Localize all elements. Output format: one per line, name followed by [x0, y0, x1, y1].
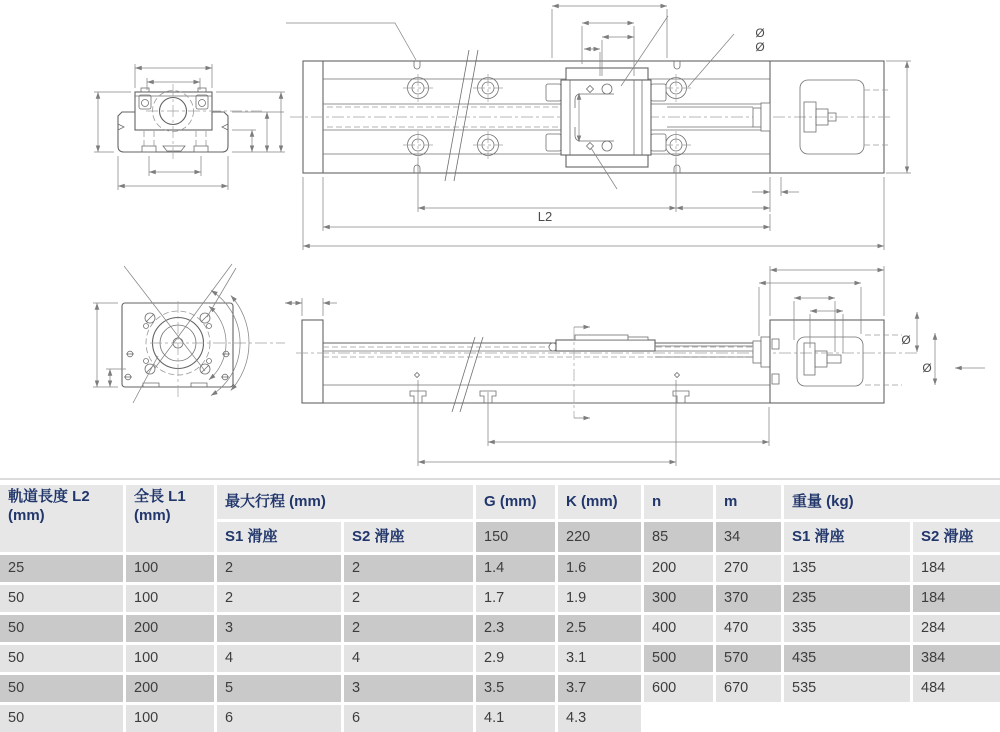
table-cell: 50 — [0, 645, 123, 672]
table-cell: 2 — [344, 555, 473, 582]
table-cell: 2.3 — [476, 615, 555, 642]
table-cell: 6 — [217, 705, 341, 732]
header-n: n — [644, 485, 713, 519]
header-max-stroke-s1: S1 滑座 — [217, 522, 341, 552]
table-cell: 670 — [716, 675, 781, 702]
table-cell: 2 — [217, 585, 341, 612]
table-cell: 2 — [344, 615, 473, 642]
table-cell: 150 — [476, 522, 555, 552]
header-rail-length-title: 軌道長度 L2 — [8, 488, 90, 505]
table-cell: 4.3 — [558, 705, 641, 732]
table-cell: 6 — [344, 705, 473, 732]
table-cell: 100 — [126, 645, 214, 672]
header-weight-group: 重量 (kg) — [784, 485, 1000, 519]
table-cell: 4 — [344, 645, 473, 672]
table-cell: 50 — [0, 675, 123, 702]
side-elevation-view — [288, 266, 985, 466]
table-cell: 200 — [126, 675, 214, 702]
header-rail-length — [0, 485, 123, 552]
table-cell: 220 — [558, 522, 641, 552]
table-cell: 270 — [716, 555, 781, 582]
flange-bolt-holes — [124, 313, 230, 380]
table-cell: 3.7 — [558, 675, 641, 702]
table-cell: 1.9 — [558, 585, 641, 612]
table-cell: 470 — [716, 615, 781, 642]
table-cell: 535 — [784, 675, 910, 702]
header-rail-length-unit: (mm) — [8, 506, 45, 524]
table-cell: 100 — [126, 555, 214, 582]
motor-flange-view — [93, 264, 302, 403]
table-cell: 50 — [0, 705, 123, 732]
header-max-stroke-s2: S2 滑座 — [344, 522, 473, 552]
table-cell: 384 — [913, 645, 1000, 672]
table-cell: 1.6 — [558, 555, 641, 582]
table-cell: 400 — [644, 615, 713, 642]
table-cell: 135 — [784, 555, 910, 582]
table-cell: 184 — [913, 555, 1000, 582]
table-cell: 100 — [126, 705, 214, 732]
header-total-length-title: 全長 L1 — [134, 488, 186, 505]
table-cell: 4 — [217, 645, 341, 672]
header-total-length-unit: (mm) — [134, 506, 171, 524]
table-cell: 4.1 — [476, 705, 555, 732]
carriage-plan — [546, 68, 666, 167]
table-cell: 25 — [0, 555, 123, 582]
table-cell: 85 — [644, 522, 713, 552]
header-total-length — [126, 485, 214, 552]
l2-dimension-label: L2 — [537, 209, 553, 224]
header-g: G (mm) — [476, 485, 555, 519]
table-cell: 50 — [0, 615, 123, 642]
table-cell: 200 — [644, 555, 713, 582]
diameter-callout: Ø — [901, 333, 911, 347]
table-cell: 100 — [126, 585, 214, 612]
table-cell: 50 — [0, 585, 123, 612]
diameter-callout: Ø — [755, 26, 765, 40]
table-cell: 3.5 — [476, 675, 555, 702]
table-cell: 2 — [217, 555, 341, 582]
table-cell: 200 — [126, 615, 214, 642]
table-cell: 3 — [217, 615, 341, 642]
table-cell: 5 — [217, 675, 341, 702]
header-m: m — [716, 485, 781, 519]
table-cell: 3.1 — [558, 645, 641, 672]
table-cell: 34 — [716, 522, 781, 552]
table-cell: 2.9 — [476, 645, 555, 672]
table-cell: 1.7 — [476, 585, 555, 612]
header-weight-s2: S2 滑座 — [913, 522, 1000, 552]
table-cell: 1.4 — [476, 555, 555, 582]
table-cell: 184 — [913, 585, 1000, 612]
header-weight-s1: S1 滑座 — [784, 522, 910, 552]
table-cell: 435 — [784, 645, 910, 672]
table-cell: 284 — [913, 615, 1000, 642]
table-cell: 2 — [344, 585, 473, 612]
table-cell: 500 — [644, 645, 713, 672]
diameter-callout: Ø — [755, 40, 765, 54]
header-max-stroke-group: 最大行程 (mm) — [217, 485, 473, 519]
table-cell: 600 — [644, 675, 713, 702]
header-k: K (mm) — [558, 485, 641, 519]
carriage-end-view — [94, 64, 285, 190]
table-cell: 300 — [644, 585, 713, 612]
top-plan-view — [286, 6, 911, 250]
spec-table — [0, 478, 1000, 732]
diameter-callout: Ø — [922, 361, 932, 375]
table-cell: 335 — [784, 615, 910, 642]
table-cell: 3 — [344, 675, 473, 702]
table-cell: 2.5 — [558, 615, 641, 642]
table-cell: 570 — [716, 645, 781, 672]
table-cell: 235 — [784, 585, 910, 612]
table-cell: 370 — [716, 585, 781, 612]
table-cell: 484 — [913, 675, 1000, 702]
